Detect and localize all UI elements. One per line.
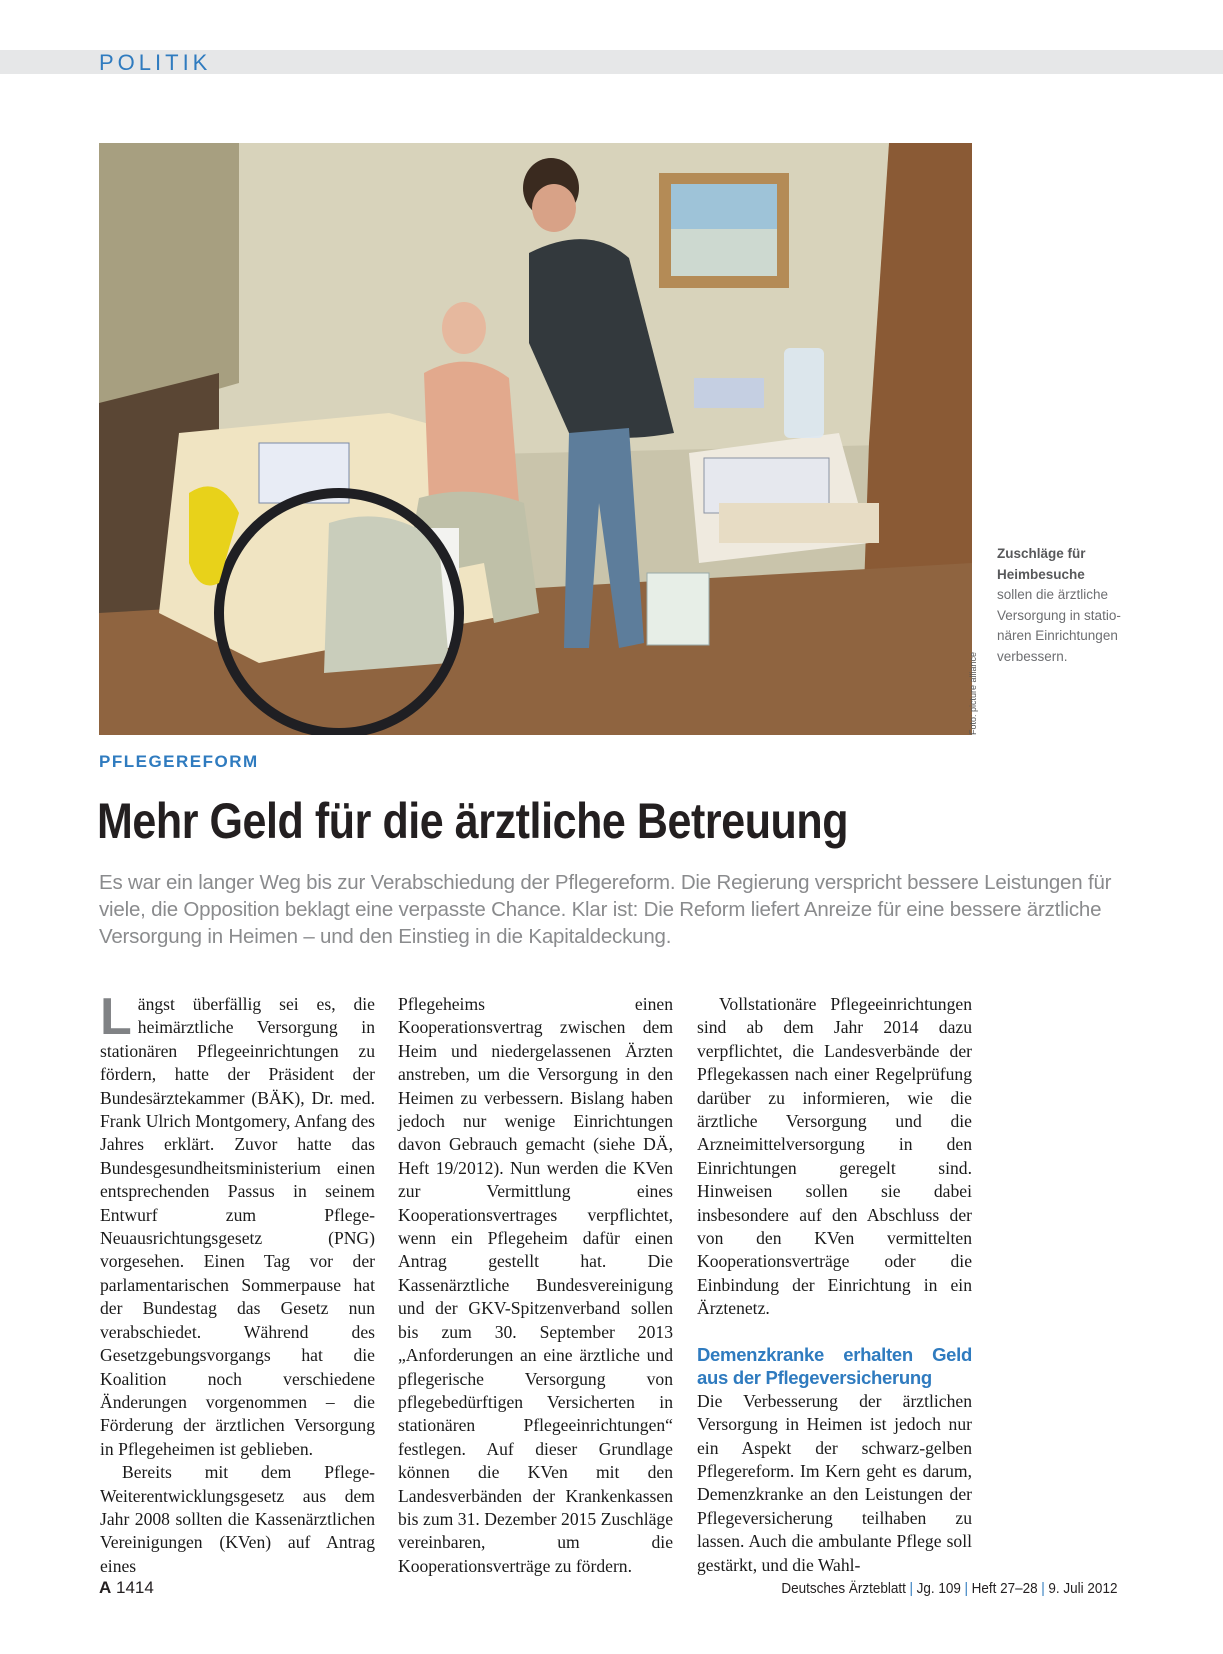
journal-name: Deutsches Ärzteblatt <box>780 1580 906 1597</box>
body-paragraph: Die Verbesserung der ärztlichen Versorgung in Heimen ist jedoch nur ein Aspekt der schwarz-gelben Pflegereform. Im Kern geht es darum, Demenzkranke an den Leistungen der Pflegeversicherung teilhaben zu lassen. Auch die ambulante Pflege soll gestärkt, und die Wahl- <box>697 1390 972 1575</box>
article-photo <box>99 143 972 735</box>
journal-volume: Jg. 109 <box>916 1580 961 1597</box>
journal-date: 9. Juli 2012 <box>1047 1580 1117 1597</box>
journal-footer <box>781 1580 1117 1597</box>
drop-cap: L <box>100 988 132 1046</box>
body-paragraph: Bereits mit dem Pflege-Weiterentwicklungsgesetz aus dem Jahr 2008 sollten die Kassenärztlichen Vereinigungen (KVen) auf Antrag eines <box>100 1462 375 1576</box>
journal-issue: Heft 27–28 <box>971 1580 1038 1597</box>
page-number-value: 1414 <box>116 1578 154 1597</box>
article-lead: Es war ein langer Weg bis zur Verabschiedung der Pflegereform. Die Regierung verspricht bessere Leistungen für viele, die Opposition beklagt eine verpasste Chance. Klar ist: Die Reform liefert Anreize für eine bessere ärztliche Versorgung in Heimen – und den Einstieg in die Kapitaldeckung. <box>99 871 1112 948</box>
footer-separator: | <box>1040 1580 1045 1597</box>
article-kicker: PFLEGEREFORM <box>99 752 259 771</box>
article-subhead: Demenzkranke erhalten Geld aus der Pflegeversicherung <box>697 1343 972 1388</box>
page-prefix: A <box>99 1578 112 1597</box>
article-column-1 <box>100 988 375 1578</box>
footer-separator: | <box>909 1580 913 1597</box>
caption-text: sollen die ärztliche Versorgung in stationären Einrichtungen verbessern. <box>997 587 1121 664</box>
article-column-3 <box>697 993 972 1577</box>
page-number <box>99 1578 154 1598</box>
footer-separator: | <box>964 1580 968 1597</box>
article-column-2 <box>398 993 673 1578</box>
body-paragraph <box>100 988 375 1461</box>
photo-credit: Foto: picture alliance <box>968 651 978 735</box>
caption-title: Zuschläge für Heimbesuche <box>997 546 1086 582</box>
body-paragraph: Vollstationäre Pflegeeinrichtungen sind ab dem Jahr 2014 dazu verpflichtet, die Landesverbände der Pflegekassen nach einer Regelprüfung darüber zu informieren, wie die ärztliche Versorgung und die Arzneimittelversorgung in den Einrichtungen geregelt sind. Hinweisen sollen sie dabei insbesondere auf den Abschluss der von den KVen vermittelten Kooperationsverträge oder die Einbindung der Einrichtung in ein Ärztenetz. <box>697 994 972 1319</box>
body-paragraph: Pflegeheims einen Kooperationsvertrag zwischen dem Heim und niedergelassenen Ärzten anstreben, um die Versorgung in den Heimen zu verbessern. Bislang haben jedoch nur wenige Einrichtungen davon Gebrauch gemacht (siehe DÄ, Heft 19/2012). Nun werden die KVen zur Vermittlung eines Kooperationsvertrages verpflichtet, wenn ein Pflegeheim dafür einen Antrag gestellt hat. Die Kassenärztliche Bundesvereinigung und der GKV-Spitzenverband sollen bis zum 30. September 2013 „Anforderungen an eine ärztliche und pflegerische Versorgung von pflegebedürftigen Versicherten in stationären Pflegeeinrichtungen“ festlegen. Auf dieser Grundlage können die KVen mit den Landesverbänden der Krankenkassen bis zum 31. Dezember 2015 Zuschläge vereinbaren, um die Kooperationsverträge zu fördern. <box>398 994 673 1576</box>
photo-caption <box>997 544 1137 667</box>
article-headline: Mehr Geld für die ärztliche Betreuung <box>97 793 849 849</box>
body-text: ängst überfällig sei es, die heimärztliche Versorgung in stationären Pflegeeinrichtungen zu fördern, hatte der Präsident der Bundesärztekammer (BÄK), Dr. med. Frank Ulrich Montgomery, Anfang des Jahres erklärt. Zuvor hatte das Bundesgesundheitsministerium einen entsprechenden Passus in seinem Entwurf zum Pflege-Neuausrichtungsgesetz (PNG) vorgesehen. Einen Tag vor der parlamentarischen Sommerpause hat der Bundestag das Gesetz nun verabschiedet. Während des Gesetzgebungsvorgangs hat die Koalition noch verschiedene Änderungen vorgenommen – die Förderung der ärztlichen Versorgung in Pflegeheimen ist geblieben. <box>100 994 375 1459</box>
section-label: POLITIK <box>99 50 212 75</box>
